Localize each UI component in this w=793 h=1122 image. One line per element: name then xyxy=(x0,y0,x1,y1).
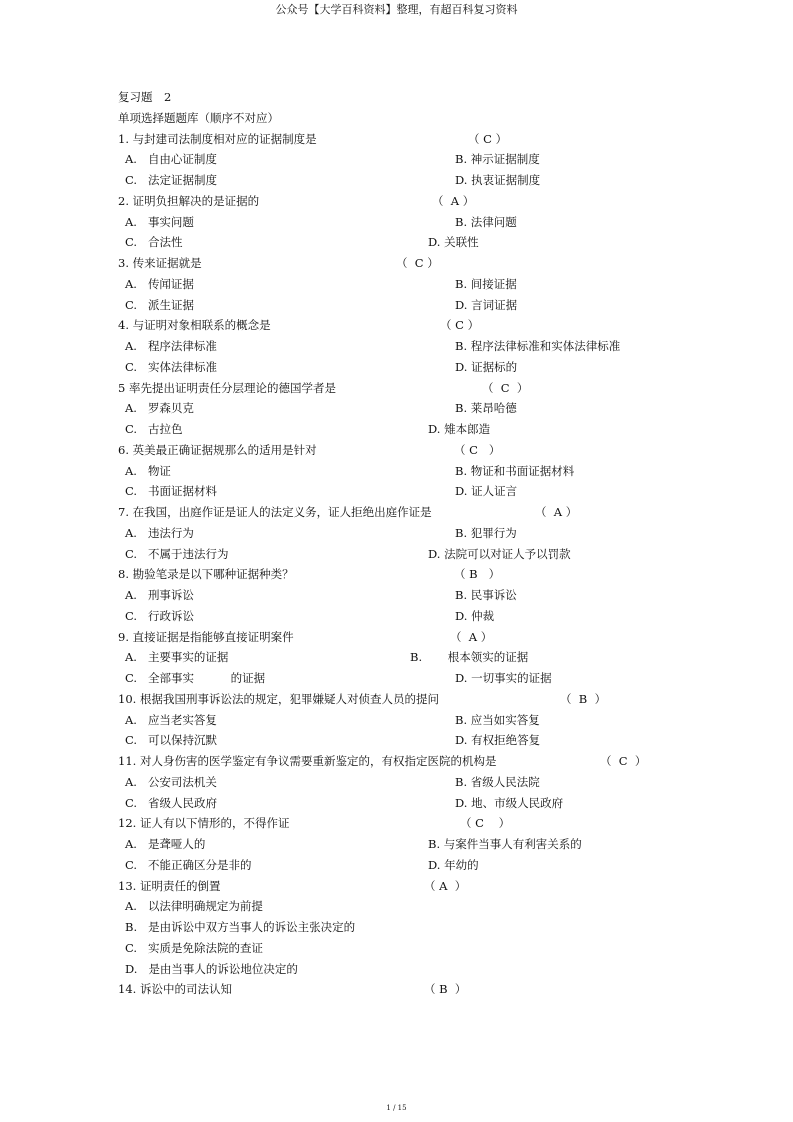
option-letter: B. xyxy=(455,588,468,602)
option-b xyxy=(455,152,540,166)
option-letter: C. xyxy=(125,671,138,685)
option-text: 与案件当事人有利害关系的 xyxy=(443,837,582,851)
option-c xyxy=(125,173,217,187)
option-letter: C. xyxy=(125,235,138,250)
option-letter: C. xyxy=(125,608,138,623)
option-a xyxy=(125,588,194,602)
option-text: 根本领实的证据 xyxy=(447,650,529,665)
question-stem: 5 率先提出证明责任分层理论的德国学者是 xyxy=(118,380,336,395)
option-a xyxy=(125,526,194,540)
option-b xyxy=(455,401,517,415)
answer-key: （ B ） xyxy=(424,982,467,997)
option-c xyxy=(125,484,217,498)
option-b xyxy=(455,588,517,602)
option-text: 莱昂哈德 xyxy=(470,401,517,416)
option-text: 执衷证据制度 xyxy=(471,173,541,187)
option-c xyxy=(125,609,194,623)
option-b xyxy=(428,837,582,851)
option-letter: A. xyxy=(125,401,137,416)
option-letter: C. xyxy=(125,422,138,436)
option-d xyxy=(428,858,479,872)
option-letter: C. xyxy=(125,359,138,374)
option-c xyxy=(125,360,217,374)
option-text: 证人证言 xyxy=(471,484,518,499)
option-a xyxy=(125,277,194,291)
option-d xyxy=(455,733,540,747)
option-a xyxy=(125,464,171,478)
option-letter: D. xyxy=(428,857,441,872)
option-b xyxy=(455,339,620,353)
option-text: 应当老实答复 xyxy=(147,712,217,727)
page-header: 公众号【大学百科资料】整理，有超百科复习资料 xyxy=(275,3,518,16)
option-letter: A. xyxy=(125,774,137,789)
option-text: 法院可以对证人予以罚款 xyxy=(444,546,571,561)
option-d xyxy=(455,173,540,187)
answer-key: （ A ） xyxy=(424,878,467,893)
option-letter: C. xyxy=(125,297,138,312)
option-b xyxy=(455,775,540,789)
option-letter: B. xyxy=(455,463,468,478)
option-letter: D. xyxy=(455,671,468,685)
option-c xyxy=(125,858,252,872)
option-b xyxy=(125,920,355,934)
option-letter: C. xyxy=(125,857,138,872)
option-letter: B. xyxy=(428,837,441,851)
option-text: 犯罪行为 xyxy=(470,525,517,540)
option-letter: B. xyxy=(455,276,468,291)
option-text: 关联性 xyxy=(444,235,479,250)
option-d xyxy=(455,609,494,623)
option-text: 应当如实答复 xyxy=(470,712,540,727)
option-d xyxy=(428,235,479,249)
option-c xyxy=(125,235,183,249)
option-text: 刑事诉讼 xyxy=(147,588,194,602)
option-b xyxy=(455,215,517,229)
question-stem: 4. 与证明对象相联系的概念是 xyxy=(118,318,271,333)
option-d xyxy=(125,962,298,976)
option-text: 行政诉讼 xyxy=(148,608,195,623)
option-b xyxy=(455,526,517,540)
option-b xyxy=(410,650,528,664)
option-letter: B. xyxy=(455,774,468,789)
option-letter: C. xyxy=(125,173,138,187)
option-a xyxy=(125,339,217,353)
option-text: 以法律明确规定为前提 xyxy=(147,899,263,914)
option-letter: D. xyxy=(428,546,441,561)
question-stem: 3. 传来证据就是 xyxy=(118,256,202,270)
option-text: 合法性 xyxy=(148,235,183,250)
option-a xyxy=(125,837,205,851)
option-text: 地、市级人民政府 xyxy=(471,795,564,810)
question-stem: 8. 勘验笔录是以下哪种证据种类？ xyxy=(118,567,294,582)
option-letter: C. xyxy=(125,546,138,561)
option-text: 一切事实的证据 xyxy=(471,671,552,685)
option-b xyxy=(455,277,517,291)
option-text: 书面证据材料 xyxy=(148,484,218,499)
question-stem: 1. 与封建司法制度相对应的证据制度是 xyxy=(118,131,317,146)
question-stem: 11. 对人身伤害的医学鉴定有争议需要重新鉴定的，有权指定医院的机构是 xyxy=(118,754,497,768)
option-text: 言词证据 xyxy=(471,297,518,312)
option-letter: A. xyxy=(125,152,137,167)
option-c xyxy=(125,298,194,312)
option-letter: B. xyxy=(455,525,468,540)
option-text: 有权拒绝答复 xyxy=(471,733,541,748)
option-text: 仲裁 xyxy=(471,608,495,623)
option-text: 派生证据 xyxy=(148,297,195,312)
option-letter: D. xyxy=(455,359,468,374)
answer-key: （ C ） xyxy=(440,318,480,333)
answer-key: （ A ） xyxy=(535,505,578,519)
option-letter: D. xyxy=(455,297,468,312)
option-c xyxy=(125,796,217,810)
option-a xyxy=(125,401,194,415)
option-d xyxy=(455,360,517,374)
option-letter: C. xyxy=(125,940,138,955)
answer-key: （ C ） xyxy=(396,256,439,270)
option-text: 可以保持沉默 xyxy=(148,733,218,748)
option-a xyxy=(125,650,228,664)
option-letter: B. xyxy=(125,920,138,934)
document-subtitle: 单项选择题题库（顺序不对应） xyxy=(118,111,279,125)
option-letter: B. xyxy=(455,152,468,167)
answer-key: （ A ） xyxy=(432,193,475,208)
option-d xyxy=(428,547,571,561)
option-letter: B. xyxy=(455,339,468,353)
option-letter: A. xyxy=(125,276,137,291)
option-a xyxy=(125,775,217,789)
option-text: 物证和书面证据材料 xyxy=(470,463,575,478)
option-text: 公安司法机关 xyxy=(147,774,217,789)
question-stem: 2. 证明负担解决的是证据的 xyxy=(118,193,260,208)
option-d xyxy=(428,422,490,436)
question-stem: 12. 证人有以下情形的，不得作证 xyxy=(118,816,290,831)
option-text: 事实问题 xyxy=(147,214,194,229)
option-a xyxy=(125,899,263,913)
option-b xyxy=(455,464,574,478)
option-text: 省级人民法院 xyxy=(470,774,540,789)
option-letter: D. xyxy=(428,422,441,436)
option-text: 雉本郎造 xyxy=(444,422,491,436)
option-letter: C. xyxy=(125,733,138,748)
question-stem: 13. 证明责任的倒置 xyxy=(118,878,221,893)
option-text: 年幼的 xyxy=(444,857,479,872)
option-text: 自由心证制度 xyxy=(147,152,217,167)
option-letter: A. xyxy=(125,525,137,540)
answer-key: （ C ） xyxy=(468,131,508,146)
option-letter: A. xyxy=(125,588,137,602)
option-letter: B. xyxy=(455,401,468,416)
option-letter: D. xyxy=(125,961,138,976)
option-letter: A. xyxy=(125,463,137,478)
question-stem: 9. 直接证据是指能够直接证明案件 xyxy=(118,629,294,644)
option-text: 是由当事人的诉讼地位决定的 xyxy=(148,961,298,976)
option-c xyxy=(125,941,263,955)
option-d xyxy=(455,484,517,498)
option-letter: D. xyxy=(455,608,468,623)
answer-key: （ C ） xyxy=(482,380,529,395)
option-text: 神示证据制度 xyxy=(470,152,540,167)
option-d xyxy=(455,671,552,685)
option-letter: A. xyxy=(125,899,137,914)
option-text: 间接证据 xyxy=(470,276,517,291)
option-text: 不能正确区分是非的 xyxy=(148,857,252,872)
option-a xyxy=(125,215,194,229)
question-stem: 6. 英美最正确证据规那么的适用是针对 xyxy=(118,442,317,457)
option-c xyxy=(125,422,183,436)
option-letter: C. xyxy=(125,484,138,499)
option-text: 实体法律标准 xyxy=(148,359,218,374)
option-letter: D. xyxy=(455,484,468,499)
question-stem: 7. 在我国，出庭作证是证人的法定义务，证人拒绝出庭作证是 xyxy=(118,505,432,519)
option-text: 证据标的 xyxy=(471,359,518,374)
answer-key: （ B ） xyxy=(454,567,501,582)
option-text: 古拉色 xyxy=(148,422,183,436)
option-letter: A. xyxy=(125,712,137,727)
option-letter: B. xyxy=(410,650,423,665)
option-letter: B. xyxy=(455,712,468,727)
option-c xyxy=(125,671,265,685)
option-a xyxy=(125,152,217,166)
answer-key: （ C ） xyxy=(460,816,511,831)
option-text: 省级人民政府 xyxy=(148,795,218,810)
option-b xyxy=(455,713,540,727)
option-letter: B. xyxy=(455,214,468,229)
answer-key: （ B ） xyxy=(560,691,607,706)
question-stem: 10. 根据我国刑事诉讼法的规定，犯罪嫌疑人对侦查人员的提问 xyxy=(118,691,439,706)
option-letter: D. xyxy=(455,733,468,748)
answer-key: （ C ） xyxy=(454,442,501,457)
option-letter: A. xyxy=(125,339,137,353)
option-a xyxy=(125,713,217,727)
option-text: 是由诉讼中双方当事人的诉讼主张决定的 xyxy=(148,920,356,934)
answer-key: （ C ） xyxy=(600,754,647,768)
option-text: 程序法律标准 xyxy=(147,339,217,353)
option-text: 主要事实的证据 xyxy=(147,650,229,665)
option-text: 法定证据制度 xyxy=(148,173,218,187)
option-text: 传闻证据 xyxy=(147,276,194,291)
option-c xyxy=(125,733,217,747)
option-text: 实质是免除法院的查证 xyxy=(148,940,264,955)
option-letter: A. xyxy=(125,214,137,229)
answer-key: （ A ） xyxy=(450,629,493,644)
option-letter: D. xyxy=(455,795,468,810)
option-letter: C. xyxy=(125,795,138,810)
option-letter: D. xyxy=(428,235,441,250)
option-letter: A. xyxy=(125,837,137,851)
option-text: 民事诉讼 xyxy=(470,588,517,602)
option-d xyxy=(455,796,563,810)
option-text: 全部事实 的证据 xyxy=(148,671,266,685)
option-letter: D. xyxy=(455,173,468,187)
option-text: 程序法律标准和实体法律标准 xyxy=(470,339,621,353)
option-text: 物证 xyxy=(147,463,171,478)
option-letter: A. xyxy=(125,650,137,665)
option-text: 法律问题 xyxy=(470,214,517,229)
option-text: 罗森贝克 xyxy=(147,401,194,416)
option-text: 违法行为 xyxy=(147,525,194,540)
question-stem: 14. 诉讼中的司法认知 xyxy=(118,982,232,997)
option-c xyxy=(125,547,229,561)
option-d xyxy=(455,298,517,312)
document-title: 复习题 2 xyxy=(118,90,172,104)
option-text: 是聋哑人的 xyxy=(147,837,206,851)
page-number: 1 / 15 xyxy=(386,1104,407,1112)
option-text: 不属于违法行为 xyxy=(148,546,229,561)
